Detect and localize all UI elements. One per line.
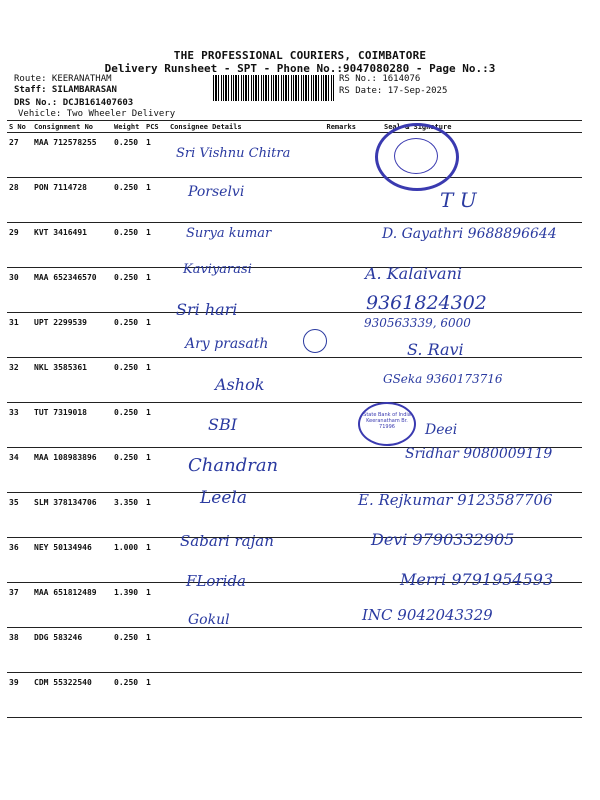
cell-sno: 36: [7, 538, 32, 583]
cell-consignment-no: MAA 108983896: [32, 448, 112, 493]
table-header-row: [7, 121, 582, 133]
cell-remarks: [313, 178, 358, 223]
runsheet-table: [7, 120, 582, 718]
rs-date-label: RS Date: 17-Sep-2025: [339, 86, 448, 96]
hw-consignee: Kaviyarasi: [183, 262, 252, 277]
cell-pcs: 1: [144, 133, 168, 178]
cell-sno: 29: [7, 223, 32, 268]
cell-pcs: 1: [144, 538, 168, 583]
col-weight: Weight: [112, 121, 144, 133]
cell-consignment-no: UPT 2299539: [32, 313, 112, 358]
cell-weight: 3.350: [112, 493, 144, 538]
cell-consignment-no: MAA 712578255: [32, 133, 112, 178]
cell-pcs: 1: [144, 493, 168, 538]
cell-pcs: 1: [144, 223, 168, 268]
table-row: [7, 133, 582, 178]
cell-sno: 38: [7, 628, 32, 673]
hw-signature: E. Rejkumar 9123587706: [358, 491, 553, 509]
hw-consignee: Sri Vishnu Chitra: [176, 146, 291, 161]
cell-remarks: [313, 133, 358, 178]
hw-signature: Merri 9791954593: [400, 570, 554, 589]
staff-label: Staff: SILAMBARASAN: [14, 85, 117, 95]
cell-sno: 33: [7, 403, 32, 448]
cell-weight: 0.250: [112, 178, 144, 223]
table-row: [7, 178, 582, 223]
hw-signature: Devi 9790332905: [371, 530, 515, 549]
cell-pcs: 1: [144, 268, 168, 313]
cell-sno: 31: [7, 313, 32, 358]
cell-weight: 0.250: [112, 268, 144, 313]
cell-weight: 1.390: [112, 583, 144, 628]
table-row: [7, 313, 582, 358]
hw-consignee: Sabari rajan: [180, 532, 274, 550]
cell-sno: 34: [7, 448, 32, 493]
cell-remarks: [313, 493, 358, 538]
courier-seal-stamp: [375, 123, 459, 191]
cell-remarks: [313, 403, 358, 448]
cell-weight: 0.250: [112, 223, 144, 268]
document-subtitle: Delivery Runsheet - SPT - Phone No.:9047080280 - Page No.:3: [104, 62, 496, 75]
cell-weight: 0.250: [112, 313, 144, 358]
cell-sno: 30: [7, 268, 32, 313]
cell-remarks: [313, 358, 358, 403]
table-row: [7, 268, 582, 313]
cell-seal-signature: [358, 673, 582, 718]
cell-weight: 0.250: [112, 673, 144, 718]
cell-sno: 28: [7, 178, 32, 223]
hw-signature: 9361824302: [366, 292, 487, 314]
cell-consignment-no: DDG 583246: [32, 628, 112, 673]
cell-sno: 35: [7, 493, 32, 538]
hw-consignee: Surya kumar: [186, 226, 272, 241]
hw-signature: Deei: [425, 422, 458, 438]
cell-consignment-no: TUT 7319018: [32, 403, 112, 448]
cell-sno: 39: [7, 673, 32, 718]
hw-consignee: Gokul: [188, 612, 230, 628]
cell-pcs: 1: [144, 178, 168, 223]
hw-consignee: Ary prasath: [185, 336, 269, 352]
hw-signature: 930563339, 6000: [364, 316, 471, 330]
cell-weight: 0.250: [112, 628, 144, 673]
hw-consignee: FLorida: [186, 572, 246, 590]
cell-pcs: 1: [144, 448, 168, 493]
cell-remarks: [313, 673, 358, 718]
cell-sno: 32: [7, 358, 32, 403]
col-consignee: Consignee Details: [168, 121, 313, 133]
col-pcs: PCS: [144, 121, 168, 133]
cell-pcs: 1: [144, 673, 168, 718]
cell-weight: 0.250: [112, 448, 144, 493]
hw-signature: S. Ravi: [407, 340, 464, 359]
cell-pcs: 1: [144, 628, 168, 673]
cell-remarks: [313, 223, 358, 268]
cell-consignment-no: CDM 55322540: [32, 673, 112, 718]
cell-consignee: [168, 673, 313, 718]
hw-consignee: Chandran: [188, 455, 279, 476]
hw-signature: T U: [440, 188, 477, 212]
cell-sno: 27: [7, 133, 32, 178]
hw-consignee: SBI: [208, 415, 238, 434]
cell-consignment-no: MAA 652346570: [32, 268, 112, 313]
document-title: THE PROFESSIONAL COURIERS, COIMBATORE: [173, 49, 427, 62]
drs-label: DRS No.: DCJB161407603: [14, 98, 134, 108]
cell-remarks: [313, 628, 358, 673]
cell-consignment-no: MAA 651812489: [32, 583, 112, 628]
hw-consignee: Sri hari: [176, 300, 238, 319]
hw-consignee: Porselvi: [188, 184, 245, 200]
cell-pcs: 1: [144, 313, 168, 358]
table-row: [7, 628, 582, 673]
cell-seal-signature: [358, 628, 582, 673]
col-seal: Seal & Signature: [358, 121, 582, 133]
table-row: [7, 673, 582, 718]
route-label: Route: KEERANATHAM: [14, 74, 112, 84]
vehicle-label: Vehicle: Two Wheeler Delivery: [18, 109, 176, 119]
cell-weight: 1.000: [112, 538, 144, 583]
hw-signature: GSeka 9360173716: [383, 372, 503, 386]
cell-consignment-no: NEY 50134946: [32, 538, 112, 583]
cell-pcs: 1: [144, 358, 168, 403]
signature-scribble-circle: [303, 329, 327, 353]
cell-weight: 0.250: [112, 403, 144, 448]
cell-remarks: [313, 538, 358, 583]
table-row: [7, 583, 582, 628]
cell-remarks: [313, 448, 358, 493]
cell-sno: 37: [7, 583, 32, 628]
hw-consignee: Leela: [200, 488, 247, 508]
cell-consignment-no: KVT 3416491: [32, 223, 112, 268]
hw-signature: D. Gayathri 9688896644: [382, 226, 557, 242]
cell-pcs: 1: [144, 583, 168, 628]
col-consignment: Consignment No: [32, 121, 112, 133]
hw-signature: INC 9042043329: [362, 606, 493, 624]
cell-weight: 0.250: [112, 358, 144, 403]
cell-remarks: [313, 583, 358, 628]
cell-consignee: [168, 403, 313, 448]
col-remarks: Remarks: [313, 121, 358, 133]
cell-consignment-no: SLM 378134706: [32, 493, 112, 538]
cell-consignment-no: PON 7114728: [32, 178, 112, 223]
hw-signature: Sridhar 9080009119: [405, 446, 553, 462]
cell-remarks: [313, 268, 358, 313]
cell-consignee: [168, 628, 313, 673]
cell-weight: 0.250: [112, 133, 144, 178]
table-row: [7, 403, 582, 448]
sbi-seal-stamp: State Bank of India Keeranatham Br. 71996: [358, 402, 416, 446]
col-sno: S No: [7, 121, 32, 133]
cell-consignment-no: NKL 3585361: [32, 358, 112, 403]
cell-pcs: 1: [144, 403, 168, 448]
hw-consignee: Ashok: [215, 375, 265, 394]
rs-no-label: RS No.: 1614076: [339, 74, 421, 84]
barcode: [213, 75, 335, 101]
hw-signature: A. Kalaivani: [365, 264, 462, 283]
